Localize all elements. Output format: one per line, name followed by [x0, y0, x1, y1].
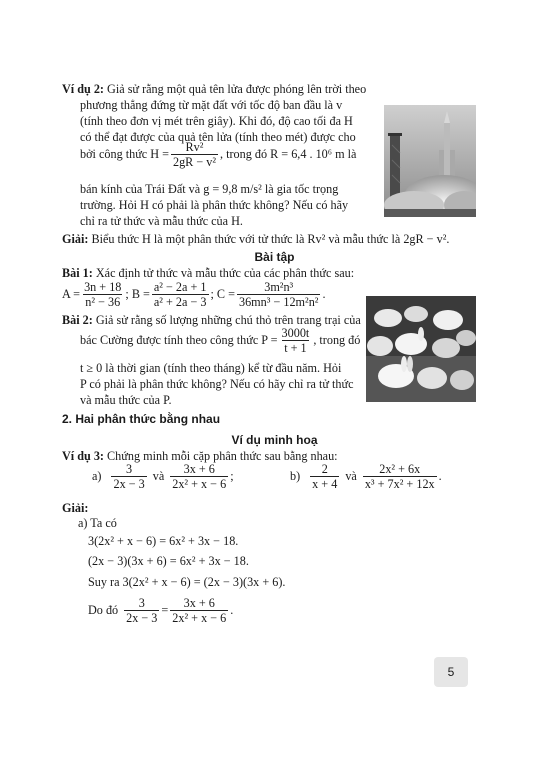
pair-a-end: ;: [230, 469, 234, 484]
conclusion-fraction-2-numerator: 3x + 6: [183, 596, 215, 610]
pair-a-and: và: [152, 469, 165, 484]
fraction-P-prefix: bác Cường được tính theo công thức P =: [80, 333, 278, 348]
page-number: 5: [434, 657, 468, 687]
example2-label: Ví dụ 2:: [62, 82, 104, 96]
fraction-P-denominator: t + 1: [284, 341, 307, 355]
pair-a-fraction-2: [170, 463, 228, 491]
example2-line8: chỉ ra tử thức và mẫu thức của H.: [80, 214, 243, 228]
conclusion: [88, 597, 233, 625]
example2-formula: [80, 141, 356, 169]
pair-b-fraction-1-numerator: 2: [321, 462, 328, 476]
fraction-H-numerator: Rv²: [185, 140, 204, 154]
formula-prefix: bởi công thức H =: [80, 147, 169, 162]
solution2: [62, 232, 449, 248]
fraction-P: [280, 327, 312, 355]
exercise2-line3: t ≥ 0 là thời gian (tính theo tháng) kể từ đầu năm. Hỏi: [80, 361, 342, 375]
exercise2-line4: P có phải là phân thức không? Nếu có hãy chỉ ra tử thức: [80, 377, 354, 391]
pair-a-fraction-1-denominator: 2x − 3: [113, 477, 145, 491]
conclusion-fraction-1-denominator: 2x − 3: [126, 611, 158, 625]
exercise2-label: Bài 2:: [62, 313, 93, 327]
example2-text-1: Giả sử rằng một quả tên lửa được phóng lên trời theo: [104, 82, 367, 96]
pair-b-label: b): [290, 469, 301, 484]
conclusion-fraction-1: [124, 597, 159, 625]
exercise1-label: Bài 1:: [62, 266, 93, 280]
example3-pair-b: [290, 463, 442, 491]
equation-2: (2x − 3)(3x + 6) = 6x² + 3x − 18.: [88, 554, 249, 568]
pair-a-fraction-1-numerator: 3: [126, 462, 133, 476]
example2-line6: bán kính của Trái Đất và g = 9,8 m/s² là gia tốc trọng: [80, 182, 339, 196]
pair-a-fraction-2-numerator: 3x + 6: [183, 462, 215, 476]
solution2-text: Biểu thức H là một phân thức với tử thức là Rv² và mẫu thức là 2gR − v².: [88, 232, 450, 246]
pair-b-fraction-2-numerator: 2x² + 6x: [379, 462, 421, 476]
conclusion-fraction-1-numerator: 3: [138, 596, 145, 610]
fraction-B-numerator: a² − 2a + 1: [153, 280, 207, 294]
example2-line3: (tính theo đơn vị mét trên giây). Khi đó, độ cao tối đa H: [80, 114, 353, 128]
example2-line4: có thể đạt được của quả tên lửa (tính theo mét) được cho: [80, 130, 356, 144]
fraction-B-denominator: a² + 2a − 3: [153, 295, 207, 309]
example-heading: Ví dụ minh hoạ: [231, 433, 318, 447]
fraction-A-denominator: n² − 36: [85, 295, 121, 309]
exercise2-line5: và mẫu thức của P.: [80, 393, 172, 407]
rocket-launch-image: [384, 105, 476, 217]
formula-suffix: , trong đó R = 6,4 . 10⁶ m là: [220, 147, 357, 162]
conclusion-prefix: Do đó: [88, 603, 119, 618]
pair-b-fraction-2-denominator: x³ + 7x² + 12x: [364, 477, 435, 491]
example3-pair-a: [92, 463, 234, 491]
conclusion-fraction-2-denominator: 2x² + x − 6: [172, 611, 227, 625]
exercise1-text: Xác định tử thức và mẫu thức của các phân thức sau:: [92, 266, 355, 280]
pair-a-fraction-2-denominator: 2x² + x − 6: [172, 477, 227, 491]
fraction-A-prefix: A =: [62, 287, 81, 302]
example2-line7: trường. Hỏi H có phải là phân thức không? Nếu có hãy: [80, 198, 349, 212]
example2-line1: [62, 82, 366, 98]
conclusion-equals: =: [161, 603, 169, 618]
fraction-C: [237, 281, 320, 309]
fraction-P-suffix: , trong đó: [313, 333, 361, 348]
fraction-B: [152, 281, 209, 309]
pair-b-and: và: [345, 469, 357, 484]
example3-label: Ví dụ 3:: [62, 449, 104, 463]
fraction-C-denominator: 36mn³ − 12m²n²: [238, 295, 319, 309]
example2-line2: phương thẳng đứng từ mặt đất với tốc độ ban đầu là v: [80, 98, 343, 112]
exercises-heading: Bài tập: [254, 250, 295, 264]
exercise2-text: Giả sử rằng số lượng những chú thỏ trên trang trại của: [92, 313, 361, 327]
pair-a-fraction-1: [111, 463, 146, 491]
solution3-label: Giải:: [62, 501, 89, 515]
fraction-C-prefix: ; C =: [210, 287, 235, 302]
pair-b-fraction-2: [363, 463, 437, 491]
example3-text: Chứng minh mỗi cặp phân thức sau bằng nhau:: [104, 449, 338, 463]
fraction-A-numerator: 3n + 18: [84, 280, 122, 294]
equation-3: Suy ra 3(2x² + x − 6) = (2x − 3)(3x + 6).: [88, 575, 286, 589]
exercise2-formula: [80, 327, 360, 355]
fraction-P-numerator: 3000t: [281, 326, 310, 340]
conclusion-end: .: [230, 603, 234, 618]
fraction-A: [82, 281, 123, 309]
fraction-H-denominator: 2gR − v²: [172, 155, 217, 169]
exercise1-fractions: [62, 281, 325, 309]
pair-b-fraction-1: [310, 463, 339, 491]
pair-b-fraction-1-denominator: x + 4: [312, 477, 338, 491]
fraction-C-suffix: .: [322, 287, 326, 302]
section2-heading: 2. Hai phân thức bằng nhau: [62, 412, 221, 426]
conclusion-fraction-2: [170, 597, 228, 625]
pair-b-end: .: [438, 469, 442, 484]
rabbits-image: [366, 296, 476, 402]
fraction-B-prefix: ; B =: [125, 287, 150, 302]
fraction-H: [171, 141, 218, 169]
pair-a-label: a): [92, 469, 102, 484]
solution3-part-a: a) Ta có: [78, 516, 117, 530]
fraction-C-numerator: 3m²n³: [264, 280, 294, 294]
equation-1: 3(2x² + x − 6) = 6x² + 3x − 18.: [88, 534, 239, 548]
solution2-label: Giải:: [62, 232, 89, 246]
